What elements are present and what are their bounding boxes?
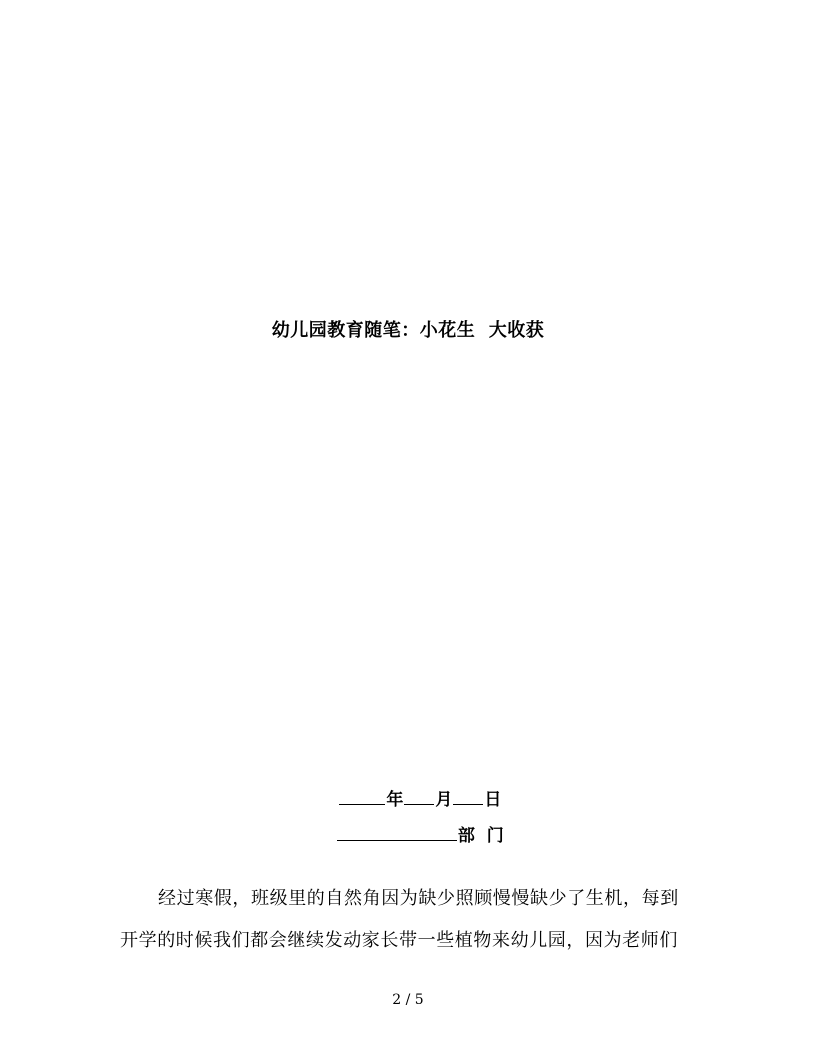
department-line xyxy=(0,796,816,875)
department-label: 部 门 xyxy=(457,826,504,846)
body-line-2: 开学的时候我们都会继续发动家长带一些植物来幼儿园，因为老师们 xyxy=(120,930,678,951)
day-label: 日 xyxy=(484,790,502,810)
body-line-1: 经过寒假，班级里的自然角因为缺少照顾慢慢缺少了生机，每到 xyxy=(158,888,679,909)
document-title: 幼儿园教育随笔：小花生 大收获 xyxy=(271,320,545,341)
department-blank xyxy=(337,822,457,841)
year-label: 年 xyxy=(386,790,404,810)
page-number: 2 / 5 xyxy=(392,992,424,1008)
month-label: 月 xyxy=(435,790,453,810)
